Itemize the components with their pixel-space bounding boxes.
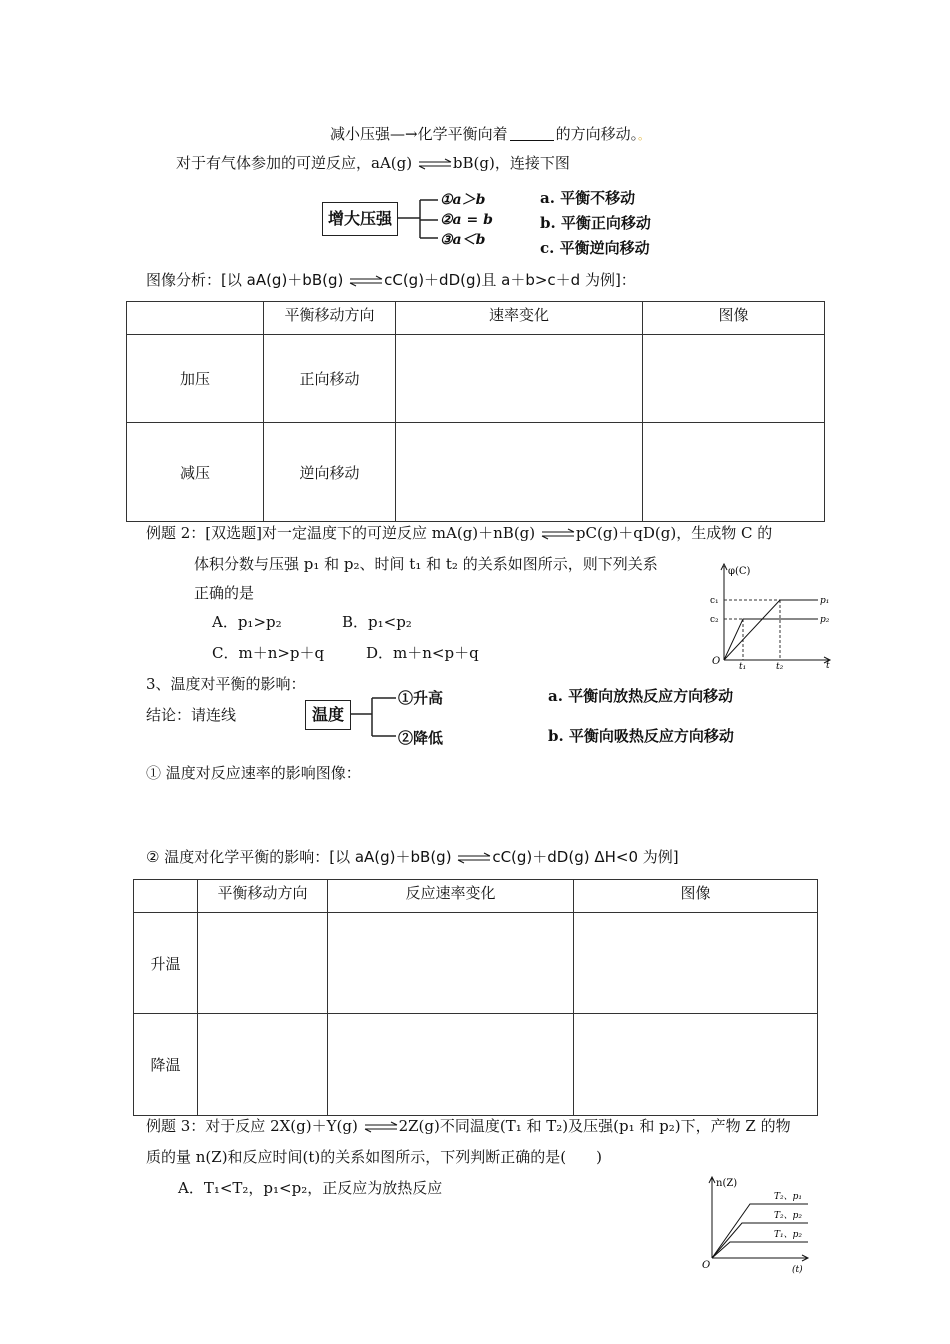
header-cell — [134, 880, 198, 913]
table-row — [134, 1014, 818, 1116]
c2-label: c₂ — [710, 615, 719, 625]
image-analysis-line — [146, 270, 636, 290]
option-3[interactable]: ③a＜b — [440, 232, 486, 248]
bracket-lines — [398, 194, 438, 244]
option-a[interactable]: A．p₁>p₂ — [212, 613, 282, 631]
equilibrium-arrow-icon — [348, 275, 384, 287]
origin-label: O — [712, 656, 721, 667]
example3-graph — [700, 1172, 815, 1276]
equilibrium-arrow-icon — [363, 1121, 399, 1133]
p2-label: p₂ — [820, 615, 830, 625]
option-raise[interactable]: ①升高 — [398, 689, 444, 707]
graph-cell[interactable] — [643, 423, 825, 522]
text: cC(g)＋dD(g)且 a＋b>c＋d 为例]： — [384, 271, 636, 289]
temperature-box: 温度 — [305, 700, 351, 730]
curve-label: T₂、p₁ — [774, 1192, 802, 1202]
rate-cell[interactable] — [396, 423, 643, 522]
text: 的方向移动。 — [555, 125, 639, 143]
option-b[interactable]: B．p₁<p₂ — [342, 613, 412, 631]
example3-line2: 质的量 n(Z)和反应时间(t)的关系如图所示，下列判断正确的是( ) — [146, 1148, 602, 1166]
header-rate: 速率变化 — [396, 302, 643, 335]
option-d[interactable]: D．m＋n<p＋q — [366, 644, 479, 662]
x-label: t — [826, 661, 830, 670]
text: 例题 3：对于反应 2X(g)＋Y(g) — [146, 1117, 363, 1135]
text: pC(g)＋qD(g)，生成物 C 的 — [575, 524, 773, 542]
row-label: 加压 — [127, 335, 264, 423]
option-2[interactable]: ②a = b — [440, 212, 493, 228]
text: 减小压强 — [330, 125, 391, 143]
text: ② 温度对化学平衡的影响：[以 aA(g)＋bB(g) — [146, 848, 457, 866]
section3-conclusion: 结论：请连线 — [146, 706, 237, 724]
curve-t1-p2 — [712, 1242, 808, 1258]
option-1[interactable]: ①a＞b — [440, 192, 486, 208]
text: cC(g)＋dD(g) ΔH<0 为例] — [492, 848, 679, 866]
header-rate: 反应速率变化 — [328, 880, 574, 913]
rate-cell[interactable] — [328, 1014, 574, 1116]
temperature-table — [133, 879, 818, 1116]
equilibrium-arrow-icon — [456, 852, 492, 864]
direction-cell[interactable] — [198, 1014, 328, 1116]
example2-line3: 正确的是 — [194, 584, 255, 602]
temp-eq-line — [146, 847, 679, 867]
header-direction: 平衡移动方向 — [198, 880, 328, 913]
row-label: 减压 — [127, 423, 264, 522]
example3-line1 — [146, 1116, 791, 1136]
equilibrium-arrow-icon — [417, 158, 453, 170]
graph-cell[interactable] — [643, 335, 825, 423]
pressure-table — [126, 301, 825, 522]
curve-p2 — [724, 619, 818, 660]
edit-mark: 。 — [638, 129, 650, 142]
bracket-lines — [350, 692, 398, 742]
text: 例题 2：[双选题]对一定温度下的可逆反应 mA(g)＋nB(g) — [146, 524, 540, 542]
c1-label: c₁ — [710, 596, 719, 606]
text: 图像分析：[以 aA(g)＋bB(g) — [146, 271, 349, 289]
direction-cell[interactable] — [198, 913, 328, 1014]
pressure-options — [440, 190, 493, 250]
y-label: n(Z) — [716, 1178, 738, 1189]
option-a[interactable]: A．T₁<T₂，p₁<p₂，正反应为放热反应 — [178, 1179, 443, 1197]
result-a[interactable]: a. 平衡向放热反应方向移动 — [548, 687, 734, 705]
origin-label: O — [702, 1260, 711, 1271]
result-a[interactable]: a. 平衡不移动 — [540, 189, 636, 207]
table-row — [127, 423, 825, 522]
result-c[interactable]: c. 平衡逆向移动 — [540, 239, 650, 257]
header-graph: 图像 — [574, 880, 818, 913]
row-label: 升温 — [134, 913, 198, 1014]
rate-cell[interactable] — [396, 335, 643, 423]
temp-rate-title: ① 温度对反应速率的影响图像： — [146, 764, 361, 782]
product: bB(g)，连接下图 — [452, 154, 570, 172]
text: 2Z(g)不同温度(T₁ 和 T₂)及压强(p₁ 和 p₂)下，产物 Z 的物 — [398, 1117, 791, 1135]
increase-pressure-box: 增大压强 — [322, 202, 398, 236]
x-label: (t) — [792, 1265, 803, 1275]
y-label: φ(C) — [728, 566, 751, 577]
pressure-results — [540, 186, 651, 261]
reactant: aA(g) — [371, 154, 413, 172]
equilibrium-arrow-icon — [540, 528, 576, 540]
text: 化学平衡向着 — [417, 125, 508, 143]
text: 对于有气体参加的可逆反应， — [176, 154, 372, 172]
graph-cell[interactable] — [574, 1014, 818, 1116]
t2-label: t₂ — [776, 662, 784, 670]
p1-label: p₁ — [820, 596, 830, 606]
example2-graph — [700, 558, 840, 670]
row-direction: 正向移动 — [264, 335, 396, 423]
arrow: —→ — [390, 125, 418, 143]
pressure-decrease-line — [330, 124, 649, 146]
header-direction: 平衡移动方向 — [264, 302, 396, 335]
rate-cell[interactable] — [328, 913, 574, 1014]
result-b[interactable]: b. 平衡向吸热反应方向移动 — [548, 727, 734, 745]
example2-line1 — [146, 523, 772, 543]
graph-cell[interactable] — [574, 913, 818, 1014]
result-b[interactable]: b. 平衡正向移动 — [540, 214, 651, 232]
row-direction: 逆向移动 — [264, 423, 396, 522]
header-cell — [127, 302, 264, 335]
curve-t2-p2 — [712, 1223, 808, 1258]
example2-line2: 体积分数与压强 p₁ 和 p₂、时间 t₁ 和 t₂ 的关系如图所示，则下列关系 — [194, 555, 658, 573]
row-label: 降温 — [134, 1014, 198, 1116]
section3-title: 3、温度对平衡的影响： — [146, 675, 306, 693]
curve-label: T₁、p₂ — [774, 1230, 802, 1240]
header-graph: 图像 — [643, 302, 825, 335]
table-row — [127, 335, 825, 423]
gas-intro-line — [176, 153, 570, 173]
curve-label: T₂、p₂ — [774, 1211, 802, 1221]
option-lower[interactable]: ②降低 — [398, 729, 444, 747]
table-row — [134, 913, 818, 1014]
fill-blank[interactable] — [510, 126, 554, 141]
t1-label: t₁ — [739, 662, 747, 670]
option-c[interactable]: C．m＋n>p＋q — [212, 644, 325, 662]
